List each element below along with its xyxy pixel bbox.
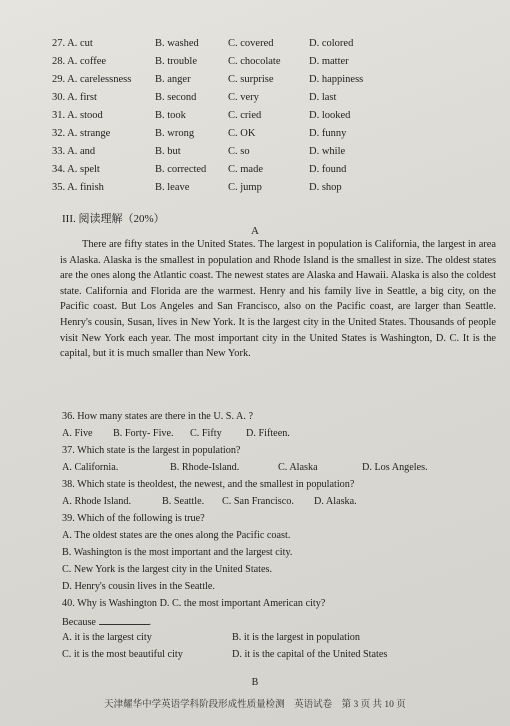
option-d: D. Los Angeles. xyxy=(362,462,428,473)
option-a: 32. A. strange xyxy=(52,128,111,139)
option-b: B. anger xyxy=(155,74,191,85)
option-c: C. OK xyxy=(228,128,256,139)
option-c: C. Fifty xyxy=(190,428,222,439)
option-a: 29. A. carelessness xyxy=(52,74,132,85)
question-37 xyxy=(62,445,502,479)
option-b: B. Rhode-Island. xyxy=(170,462,240,473)
option-a: 27. A. cut xyxy=(52,38,93,49)
option-c: C. jump xyxy=(228,182,262,193)
answer-blank xyxy=(99,615,149,625)
part-label: B xyxy=(251,677,259,688)
option-a: A. California. xyxy=(62,462,119,473)
option-c: C. surprise xyxy=(228,74,274,85)
option-c: C. New York is the largest city in the United States. xyxy=(62,564,273,575)
option-d: D. Henry's cousin lives in the Seattle. xyxy=(62,581,215,592)
question-36 xyxy=(62,411,502,445)
option-c: C. Alaska xyxy=(278,462,318,473)
option-b: B. corrected xyxy=(155,164,207,175)
option-c: C. cried xyxy=(228,110,262,121)
question-stem: 36. How many states are there in the U. S. A. ? xyxy=(62,411,253,422)
option-a: A. The oldest states are the ones along the Pacific coast. xyxy=(62,530,291,541)
option-d: D. funny xyxy=(309,128,347,139)
question-39 xyxy=(62,513,502,598)
question-stem: 40. Why is Washington D. C. the most important American city? xyxy=(62,598,326,609)
option-a: 33. A. and xyxy=(52,146,96,157)
option-d: D. it is the capital of the United States xyxy=(232,649,388,660)
option-d: D. Alaska. xyxy=(314,496,357,507)
option-d: D. last xyxy=(309,92,337,103)
option-d: D. colored xyxy=(309,38,354,49)
option-b: B. but xyxy=(155,146,181,157)
option-a: 30. A. first xyxy=(52,92,97,103)
question-38 xyxy=(62,479,502,513)
option-b: B. leave xyxy=(155,182,190,193)
option-d: D. while xyxy=(309,146,346,157)
option-d: D. matter xyxy=(309,56,349,67)
option-b: B. washed xyxy=(155,38,199,49)
question-stem: 37. Which state is the largest in population? xyxy=(62,445,241,456)
reading-passage: There are fifty states in the United States. The largest in population is California, the largest in area is Alaska. Alaska is the smallest in population and Rhode Island is the smallest in size. The oldest states are the ones along the Atlantic coast. The newest states are Alaska and Hawaii. Alaska is also the coldest state. California and Florida are the warmest. Henry and his family live in Seattle, a big city, on the Pacific coast. But Los Angeles and San Francisco, also on the Pacific coast, are larger than Seattle. Henry's cousin, Susan, lives in New York. It is the largest city in the United States. Thousands of people visit New York each year. The most important city in the United States is Washington, D. C. It is the capital, but it is much smaller than New York. xyxy=(60,239,496,360)
option-a: 28. A. coffee xyxy=(52,56,107,67)
option-b: B. Forty- Five. xyxy=(113,428,174,439)
option-c: C. very xyxy=(228,92,259,103)
option-d: D. shop xyxy=(309,182,342,193)
option-a: 34. A. spelt xyxy=(52,164,100,175)
option-b: B. Washington is the most important and the largest city. xyxy=(62,547,293,558)
option-c: C. it is the most beautiful city xyxy=(62,649,183,660)
section-title: III. 阅读理解（20%） xyxy=(62,213,165,225)
option-d: D. happiness xyxy=(309,74,364,85)
because-prompt: Because . xyxy=(62,617,152,628)
option-c: C. made xyxy=(228,164,263,175)
option-b: B. took xyxy=(155,110,186,121)
question-stem: 39. Which of the following is true? xyxy=(62,513,205,524)
option-a: A. it is the largest city xyxy=(62,632,152,643)
option-a: A. Five xyxy=(62,428,93,439)
option-a: 31. A. stood xyxy=(52,110,103,121)
option-a: A. Rhode Island. xyxy=(62,496,132,507)
option-c: C. covered xyxy=(228,38,274,49)
option-c: C. San Francisco. xyxy=(222,496,294,507)
option-c: C. so xyxy=(228,146,250,157)
option-d: D. found xyxy=(309,164,347,175)
option-b: B. trouble xyxy=(155,56,197,67)
option-b: B. second xyxy=(155,92,197,103)
page-footer: 天津耀华中学英语学科阶段形成性质量检测 英语试卷 第 3 页 共 10 页 xyxy=(104,700,406,710)
question-40 xyxy=(62,598,502,666)
passage-label: A xyxy=(251,225,259,237)
option-b: B. Seattle. xyxy=(162,496,205,507)
option-b: B. wrong xyxy=(155,128,195,139)
option-b: B. it is the largest in population xyxy=(232,632,360,643)
question-stem: 38. Which state is theoldest, the newest, and the smallest in population? xyxy=(62,479,355,490)
option-d: D. looked xyxy=(309,110,351,121)
option-a: 35. A. finish xyxy=(52,182,104,193)
option-d: D. Fifteen. xyxy=(246,428,290,439)
option-c: C. chocolate xyxy=(228,56,281,67)
